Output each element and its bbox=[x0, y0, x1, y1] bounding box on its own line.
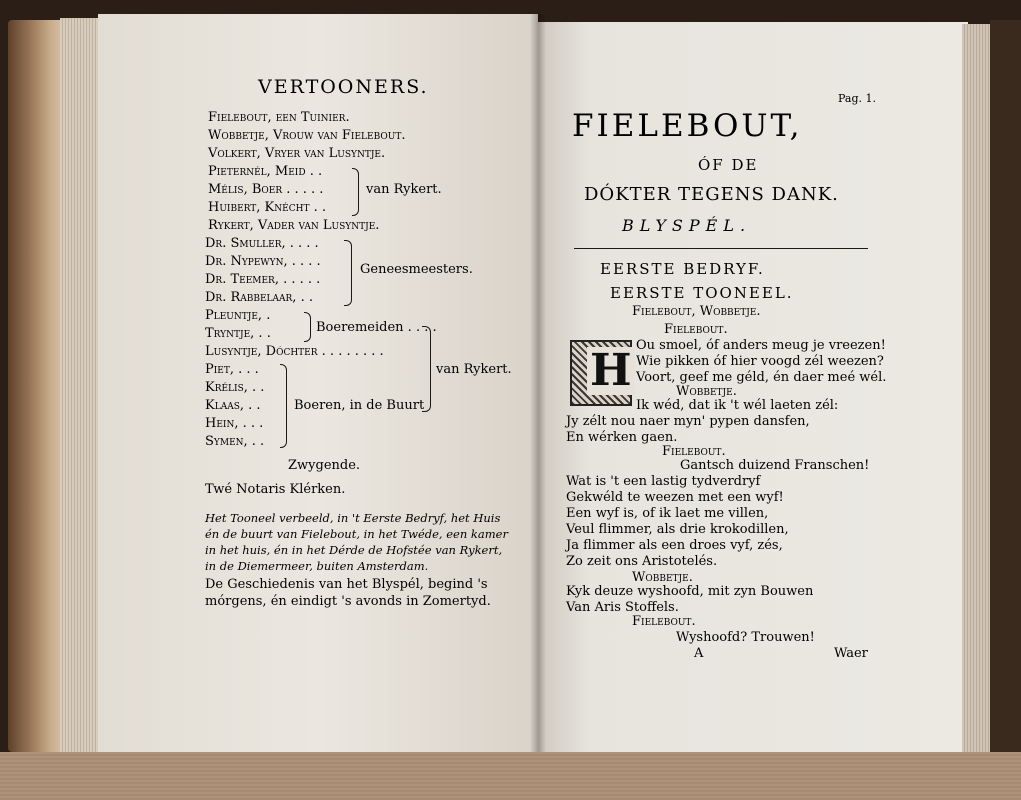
verse-line: Kyk deuze wyshoofd, mit zyn Bouwen bbox=[566, 584, 814, 599]
cast-line: Piet, . . . bbox=[205, 362, 259, 377]
book-spine bbox=[8, 20, 68, 752]
cast-line: Lusyntje, Dóchter . . . . . . . . bbox=[205, 344, 384, 359]
cast-line: Klaas, . . bbox=[205, 398, 261, 413]
cast-line: Fielebout, een Tuinier. bbox=[208, 110, 350, 125]
verse-line: Zo zeit ons Aristotelés. bbox=[566, 554, 718, 569]
verse-line: Jy zélt nou naer myn' pypen dansfen, bbox=[566, 414, 810, 429]
verse-line: Ik wéd, dat ik 't wél laeten zél: bbox=[636, 398, 839, 413]
cast-line: Hein, . . . bbox=[205, 416, 264, 431]
duration-note: De Geschiedenis van het Blyspél, begind 's mórgens, én eindigt 's avonds in Zomertyd. bbox=[205, 577, 491, 609]
cast-line: Dr. Smuller, . . . . bbox=[205, 236, 319, 251]
signature-mark: A bbox=[694, 646, 704, 661]
play-subtitle: DÓKTER TEGENS DANK. bbox=[584, 184, 839, 205]
page-edges-right bbox=[962, 24, 992, 752]
act-heading: EERSTE BEDRYF. bbox=[600, 260, 765, 278]
verse-line: Van Aris Stoffels. bbox=[566, 600, 679, 615]
speaker-label: Wobbetje. bbox=[676, 384, 737, 399]
notaries-line: Twé Notaris Klérken. bbox=[205, 482, 346, 497]
verse-line: Wie pikken óf hier voogd zél weezen? bbox=[636, 354, 884, 369]
verse-line: Wyshoofd? Trouwen! bbox=[676, 630, 815, 645]
verse-line: Veul flimmer, als drie krokodillen, bbox=[566, 522, 789, 537]
book-cover-right bbox=[990, 20, 1021, 752]
setting-note: Het Tooneel verbeeld, in 't Eerste Bedryf, het Huis én de buurt van Fielebout, in het Twéde, een kamer in het huis, én in het Dérde de Hofstée van Rykert, in de Diemermeer, buiten Amsterdam. bbox=[205, 511, 508, 573]
speaker-label: Wobbetje. bbox=[632, 570, 693, 585]
speaker-label: Fielebout. bbox=[662, 444, 726, 459]
verse-line: Gekwéld te weezen met een wyf! bbox=[566, 490, 784, 505]
verse-line: En wérken gaen. bbox=[566, 430, 678, 445]
brace-label: Geneesmeesters. bbox=[360, 262, 473, 277]
brace bbox=[352, 168, 359, 216]
play-subtitle: ÓF DE bbox=[698, 156, 759, 174]
cast-line: Symen, . . bbox=[205, 434, 265, 449]
brace bbox=[304, 312, 311, 342]
cast-line: Dr. Nypewyn, . . . . bbox=[205, 254, 321, 269]
verse-line: Gantsch duizend Franschen! bbox=[680, 458, 870, 473]
decorated-initial bbox=[570, 340, 632, 406]
play-title: FIELEBOUT, bbox=[572, 108, 803, 144]
verse-line: Wat is 't een lastig tydverdryf bbox=[566, 474, 761, 489]
genre-label: BLYSPÉL. bbox=[622, 216, 752, 235]
verse-line: Ou smoel, óf anders meug je vreezen! bbox=[636, 338, 886, 353]
cast-line: Krélis, . . bbox=[205, 380, 265, 395]
scene-heading: EERSTE TOONEEL. bbox=[610, 284, 794, 302]
cast-line: Tryntje, . . bbox=[205, 326, 271, 341]
cast-line: Dr. Teemer, . . . . . bbox=[205, 272, 321, 287]
speaker-label: Fielebout. bbox=[664, 322, 728, 337]
brace-label: van Rykert. bbox=[366, 182, 442, 197]
brace-label: Boeremeiden . . . . bbox=[316, 320, 437, 335]
drop-letter: H bbox=[587, 347, 635, 395]
brace bbox=[280, 364, 287, 448]
cast-title: VERTOONERS. bbox=[258, 76, 429, 98]
cast-line: Mélis, Boer . . . . . bbox=[208, 182, 324, 197]
cast-line: Wobbetje, Vrouw van Fielebout. bbox=[208, 128, 406, 143]
scene-persons: Fielebout, Wobbetje. bbox=[632, 304, 761, 319]
cast-line: Dr. Rabbelaar, . . bbox=[205, 290, 313, 305]
catchword: Waer bbox=[834, 646, 868, 661]
brace bbox=[344, 240, 352, 306]
brace-label: van Rykert. bbox=[436, 362, 512, 377]
verse-line: Ja flimmer als een droes vyf, zés, bbox=[566, 538, 783, 553]
speaker-label: Fielebout. bbox=[632, 614, 696, 629]
verse-line: Voort, geef me géld, én daer meé wél. bbox=[636, 370, 887, 385]
verse-line: Een wyf is, of ik laet me villen, bbox=[566, 506, 769, 521]
page-gutter bbox=[530, 14, 546, 752]
table-surface bbox=[0, 752, 1021, 800]
page-number: Pag. 1. bbox=[838, 92, 876, 105]
silent-heading: Zwygende. bbox=[288, 458, 361, 473]
cast-line: Huibert, Knécht . . bbox=[208, 200, 326, 215]
cast-line: Volkert, Vryer van Lusyntje. bbox=[208, 146, 386, 161]
cast-line: Pleuntje, . bbox=[205, 308, 271, 323]
cast-line: Pieternél, Meid . . bbox=[208, 164, 323, 179]
divider bbox=[574, 248, 868, 249]
brace-label: Boeren, in de Buurt bbox=[294, 398, 425, 413]
cast-line: Rykert, Vader van Lusyntje. bbox=[208, 218, 380, 233]
